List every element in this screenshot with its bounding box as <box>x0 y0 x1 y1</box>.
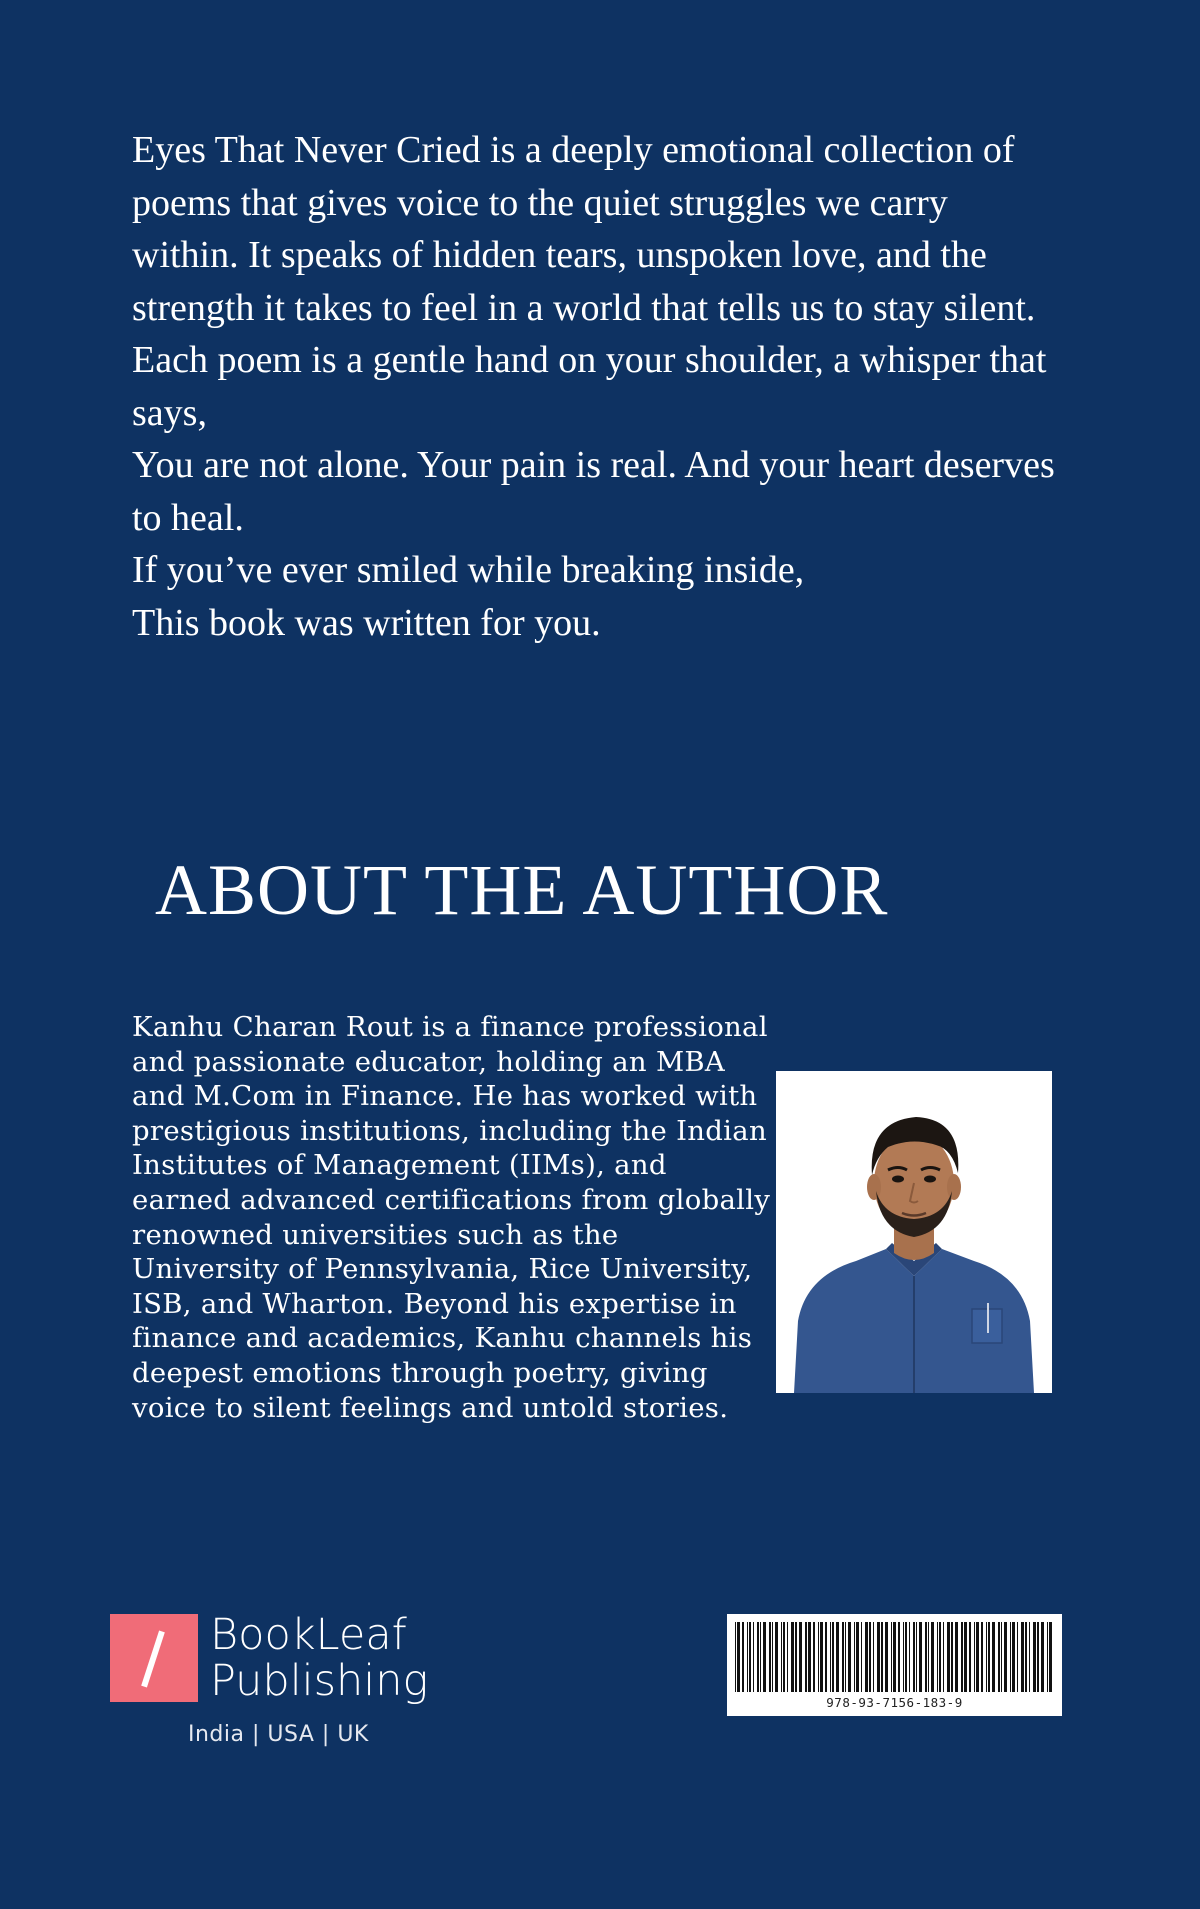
blurb-paragraph: You are not alone. Your pain is real. And your heart deserves to heal. <box>132 444 1055 539</box>
publisher-name-line1: BookLeaf <box>210 1610 407 1660</box>
author-bio: Kanhu Charan Rout is a finance professional and passionate educator, holding an MBA and M.Com in Finance. He has worked with prestigious institutions, including the Indian Institutes of Management (IIMs), and earned advanced certifications from globally renowned universities such as the University of Pennsylvania, Rice University, ISB, and Wharton. Beyond his expertise in finance and academics, Kanhu channels his deepest emotions through poetry, giving voice to silent feelings and untold stories. <box>132 1011 771 1424</box>
isbn-barcode <box>727 1614 1062 1716</box>
publisher-mark-icon <box>110 1614 198 1702</box>
blurb-paragraph: Each poem is a gentle hand on your shoulder, a whisper that says, <box>132 339 1047 434</box>
book-blurb <box>132 124 1062 649</box>
blurb-paragraph: This book was written for you. <box>132 601 601 644</box>
about-author-heading: ABOUT THE AUTHOR <box>155 850 889 930</box>
author-portrait-illustration <box>776 1071 1052 1393</box>
publisher-regions: India | USA | UK <box>188 1722 369 1747</box>
slash-icon <box>141 1630 165 1687</box>
isbn-number: 978-93-7156-183-9 <box>826 1695 963 1710</box>
author-photo <box>776 1071 1052 1393</box>
publisher-logo <box>110 1612 440 1762</box>
publisher-name <box>210 1612 428 1704</box>
blurb-paragraph: Eyes That Never Cried is a deeply emotional collection of poems that gives voice to the quiet struggles we carry within. It speaks of hidden tears, unspoken love, and the strength it takes to feel in a world that tells us to stay silent. <box>132 129 1036 329</box>
blurb-paragraph: If you’ve ever smiled while breaking inside, <box>132 549 805 591</box>
publisher-name-line2: Publishing <box>210 1656 429 1706</box>
